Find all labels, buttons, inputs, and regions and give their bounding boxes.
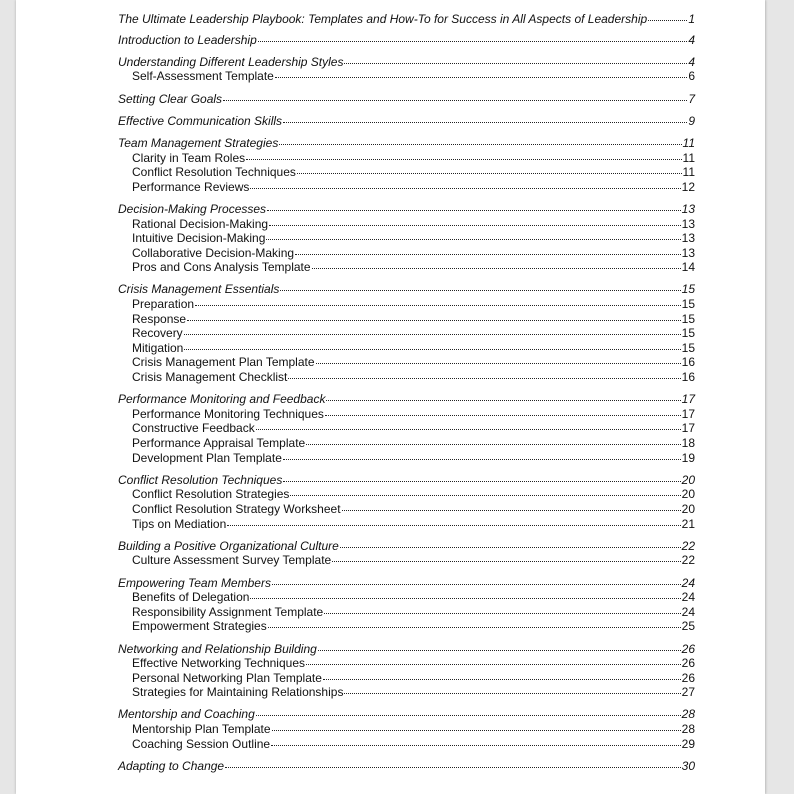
toc-section <box>118 576 695 634</box>
toc-entry-title: Pros and Cons Analysis Template <box>132 260 311 275</box>
toc-entry-page: 27 <box>681 685 695 700</box>
toc-subentry[interactable] <box>118 451 695 466</box>
toc-entry-page: 24 <box>681 575 695 590</box>
toc-entry-page: 4 <box>688 54 695 69</box>
toc-entry-page: 11 <box>682 150 695 165</box>
toc-entry-page: 7 <box>688 91 695 106</box>
dot-leader <box>326 400 680 401</box>
toc-subentry[interactable] <box>118 312 695 327</box>
toc-subentry[interactable] <box>118 151 695 166</box>
toc-section <box>118 539 695 568</box>
toc-entry-page: 15 <box>681 311 695 326</box>
toc-entry-title: Conflict Resolution Strategies <box>132 487 290 502</box>
dot-leader <box>272 584 681 585</box>
toc-subentry[interactable] <box>118 737 695 752</box>
toc-entry-page: 15 <box>681 340 695 355</box>
toc-entry-page: 26 <box>681 670 695 685</box>
toc-entry-page: 16 <box>681 355 695 370</box>
toc-entry-title: Decision-Making Processes <box>118 201 267 216</box>
dot-leader <box>269 225 681 226</box>
toc-subentry[interactable] <box>118 297 695 312</box>
toc-entry-title: Introduction to Leadership <box>118 32 257 47</box>
toc-entry-page: 13 <box>681 201 695 216</box>
dot-leader <box>323 679 681 680</box>
dot-leader <box>312 268 681 269</box>
toc-entry-page: 13 <box>681 231 695 246</box>
toc-entry-title: Recovery <box>132 326 183 341</box>
toc-entry-page: 20 <box>681 501 695 516</box>
toc-entry-page: 9 <box>688 113 695 128</box>
dot-leader <box>227 525 680 526</box>
dot-leader <box>272 730 681 731</box>
toc-subentry[interactable] <box>118 326 695 341</box>
toc-subentry[interactable] <box>118 502 695 517</box>
dot-leader <box>184 334 681 335</box>
dot-leader <box>266 239 680 240</box>
toc-entry[interactable] <box>118 202 695 217</box>
dot-leader <box>342 510 681 511</box>
dot-leader <box>279 144 681 145</box>
toc-entry-page: 15 <box>681 297 695 312</box>
toc-entry-title: Conflict Resolution Techniques <box>132 165 296 180</box>
toc-subentry[interactable] <box>118 231 695 246</box>
toc-entry-title: Clarity in Team Roles <box>132 150 246 165</box>
toc-section <box>118 33 695 48</box>
toc-entry-page: 20 <box>681 472 695 487</box>
toc-entry-page: 28 <box>681 722 695 737</box>
toc-entry-page: 13 <box>681 216 695 231</box>
toc-section <box>118 392 695 465</box>
dot-leader <box>280 290 680 291</box>
toc-section <box>118 707 695 751</box>
dot-leader <box>290 495 680 496</box>
toc-subentry[interactable] <box>118 180 695 195</box>
toc-entry-title: Empowering Team Members <box>118 575 271 590</box>
toc-entry-page: 1 <box>688 12 695 26</box>
toc-entry[interactable] <box>118 92 695 107</box>
toc-subentry[interactable] <box>118 69 695 84</box>
toc-entry-page: 15 <box>681 326 695 341</box>
toc-entry-title: Empowerment Strategies <box>132 619 267 634</box>
toc-entry-page: 26 <box>681 656 695 671</box>
toc-entry-title: Performance Monitoring and Feedback <box>118 392 326 407</box>
toc-entry[interactable] <box>118 576 695 591</box>
toc-subentry[interactable] <box>118 260 695 275</box>
toc-entry-page: 26 <box>681 641 695 656</box>
toc-entry-title: Performance Monitoring Techniques <box>132 406 324 421</box>
toc-entry-page: 25 <box>681 619 695 634</box>
dot-leader <box>295 254 681 255</box>
toc-entry-page: 17 <box>681 392 695 407</box>
toc-entry-title: Personal Networking Plan Template <box>132 670 322 685</box>
dot-leader <box>271 745 681 746</box>
table-of-contents <box>118 12 695 781</box>
toc-entry-title: Development Plan Template <box>132 450 282 465</box>
toc-entry-title: Tips on Mediation <box>132 516 227 531</box>
toc-subentry[interactable] <box>118 517 695 532</box>
toc-entry-title: Intuitive Decision-Making <box>132 231 266 246</box>
toc-section <box>118 136 695 194</box>
toc-entry-title: Mentorship and Coaching <box>118 707 255 722</box>
toc-subentry[interactable] <box>118 487 695 502</box>
toc-entry[interactable] <box>118 12 695 27</box>
toc-subentry[interactable] <box>118 553 695 568</box>
toc-section <box>118 12 695 27</box>
toc-entry-title: Effective Communication Skills <box>118 113 283 128</box>
dot-leader <box>283 459 681 460</box>
toc-subentry[interactable] <box>118 722 695 737</box>
dot-leader <box>648 20 687 21</box>
toc-entry[interactable] <box>118 473 695 488</box>
toc-entry[interactable] <box>118 707 695 722</box>
toc-entry-page: 11 <box>682 135 695 150</box>
dot-leader <box>267 210 681 211</box>
toc-subentry[interactable] <box>118 605 695 620</box>
dot-leader <box>256 429 681 430</box>
toc-entry-page: 14 <box>681 260 695 275</box>
toc-entry-page: 12 <box>681 179 695 194</box>
toc-entry-title: Responsibility Assignment Template <box>132 604 324 619</box>
toc-entry[interactable] <box>118 282 695 297</box>
toc-entry-page: 30 <box>681 758 695 773</box>
toc-subentry[interactable] <box>118 355 695 370</box>
dot-leader <box>306 444 680 445</box>
dot-leader <box>225 767 681 768</box>
document-page <box>16 0 765 794</box>
dot-leader <box>332 561 680 562</box>
dot-leader <box>258 41 688 42</box>
dot-leader <box>325 415 681 416</box>
toc-entry-title: Response <box>132 311 187 326</box>
toc-entry-title: Building a Positive Organizational Culture <box>118 538 339 553</box>
toc-section <box>118 55 695 84</box>
toc-subentry[interactable] <box>118 619 695 634</box>
dot-leader <box>246 159 681 160</box>
toc-entry-title: Effective Networking Techniques <box>132 656 305 671</box>
toc-entry-title: Crisis Management Essentials <box>118 282 280 297</box>
dot-leader <box>268 627 681 628</box>
toc-entry-title: Setting Clear Goals <box>118 91 223 106</box>
toc-section <box>118 642 695 700</box>
toc-entry-title: Crisis Management Checklist <box>132 370 288 385</box>
toc-entry-title: Benefits of Delegation <box>132 590 250 605</box>
toc-subentry[interactable] <box>118 246 695 261</box>
toc-subentry[interactable] <box>118 671 695 686</box>
toc-entry[interactable] <box>118 392 695 407</box>
toc-section <box>118 282 695 384</box>
toc-section <box>118 92 695 107</box>
toc-entry-page: 29 <box>681 736 695 751</box>
dot-leader <box>318 650 681 651</box>
toc-entry[interactable] <box>118 539 695 554</box>
toc-entry-page: 17 <box>681 421 695 436</box>
toc-entry[interactable] <box>118 642 695 657</box>
toc-entry-page: 24 <box>681 590 695 605</box>
toc-entry-page: 13 <box>681 245 695 260</box>
toc-entry-page: 21 <box>681 516 695 531</box>
toc-subentry[interactable] <box>118 590 695 605</box>
toc-subentry[interactable] <box>118 165 695 180</box>
dot-leader <box>324 613 680 614</box>
toc-entry-title: Adapting to Change <box>118 758 225 773</box>
toc-entry-page: 22 <box>681 538 695 553</box>
dot-leader <box>250 598 680 599</box>
toc-entry-title: Self-Assessment Template <box>132 69 274 84</box>
toc-entry-title: Coaching Session Outline <box>132 736 271 751</box>
dot-leader <box>297 173 682 174</box>
toc-section <box>118 473 695 531</box>
dot-leader <box>344 693 680 694</box>
toc-entry-page: 17 <box>681 406 695 421</box>
dot-leader <box>184 349 680 350</box>
toc-entry-page: 24 <box>681 604 695 619</box>
dot-leader <box>195 305 681 306</box>
dot-leader <box>283 122 687 123</box>
dot-leader <box>275 77 687 78</box>
dot-leader <box>223 100 687 101</box>
toc-entry-title: Mentorship Plan Template <box>132 722 271 737</box>
toc-entry-title: Networking and Relationship Building <box>118 641 317 656</box>
toc-entry-title: Preparation <box>132 297 195 312</box>
toc-entry-page: 19 <box>681 450 695 465</box>
toc-entry-title: Performance Reviews <box>132 179 250 194</box>
toc-section <box>118 114 695 129</box>
toc-subentry[interactable] <box>118 341 695 356</box>
toc-entry-title: Conflict Resolution Strategy Worksheet <box>132 501 341 516</box>
toc-entry-page: 20 <box>681 487 695 502</box>
toc-subentry[interactable] <box>118 421 695 436</box>
toc-entry-title: Understanding Different Leadership Styles <box>118 54 344 69</box>
toc-section <box>118 759 695 774</box>
toc-entry-page: 16 <box>681 370 695 385</box>
toc-entry-page: 15 <box>681 282 695 297</box>
toc-entry-page: 11 <box>682 165 695 180</box>
toc-entry-title: Team Management Strategies <box>118 135 279 150</box>
toc-entry[interactable] <box>118 55 695 70</box>
toc-entry[interactable] <box>118 114 695 129</box>
dot-leader <box>316 363 681 364</box>
dot-leader <box>288 378 680 379</box>
toc-section <box>118 202 695 275</box>
dot-leader <box>344 63 687 64</box>
toc-entry-title: Performance Appraisal Template <box>132 436 306 450</box>
toc-subentry[interactable] <box>118 656 695 671</box>
dot-leader <box>283 481 680 482</box>
toc-entry-title: Strategies for Maintaining Relationships <box>132 685 344 700</box>
toc-entry[interactable] <box>118 759 695 774</box>
toc-subentry[interactable] <box>118 370 695 385</box>
toc-entry-page: 22 <box>681 553 695 568</box>
dot-leader <box>340 547 681 548</box>
toc-subentry[interactable] <box>118 685 695 700</box>
toc-entry-page: 18 <box>681 436 695 450</box>
toc-entry[interactable] <box>118 136 695 151</box>
toc-subentry[interactable] <box>118 407 695 422</box>
toc-entry-title: The Ultimate Leadership Playbook: Templates and How-To for Success in All Aspects of Leadership <box>118 12 648 26</box>
dot-leader <box>250 188 680 189</box>
dot-leader <box>187 320 681 321</box>
toc-entry-page: 4 <box>688 32 695 47</box>
toc-entry-title: Culture Assessment Survey Template <box>132 553 332 568</box>
toc-entry-title: Rational Decision-Making <box>132 216 269 231</box>
dot-leader <box>256 715 681 716</box>
toc-entry-page: 6 <box>688 69 695 84</box>
toc-entry-title: Mitigation <box>132 340 184 355</box>
toc-entry-page: 28 <box>681 707 695 722</box>
toc-entry-title: Conflict Resolution Techniques <box>118 472 283 487</box>
toc-subentry[interactable] <box>118 436 695 451</box>
toc-entry-title: Collaborative Decision-Making <box>132 245 295 260</box>
toc-entry-title: Crisis Management Plan Template <box>132 355 315 370</box>
toc-entry[interactable] <box>118 33 695 48</box>
toc-subentry[interactable] <box>118 217 695 232</box>
toc-entry-title: Constructive Feedback <box>132 421 255 436</box>
dot-leader <box>306 664 681 665</box>
